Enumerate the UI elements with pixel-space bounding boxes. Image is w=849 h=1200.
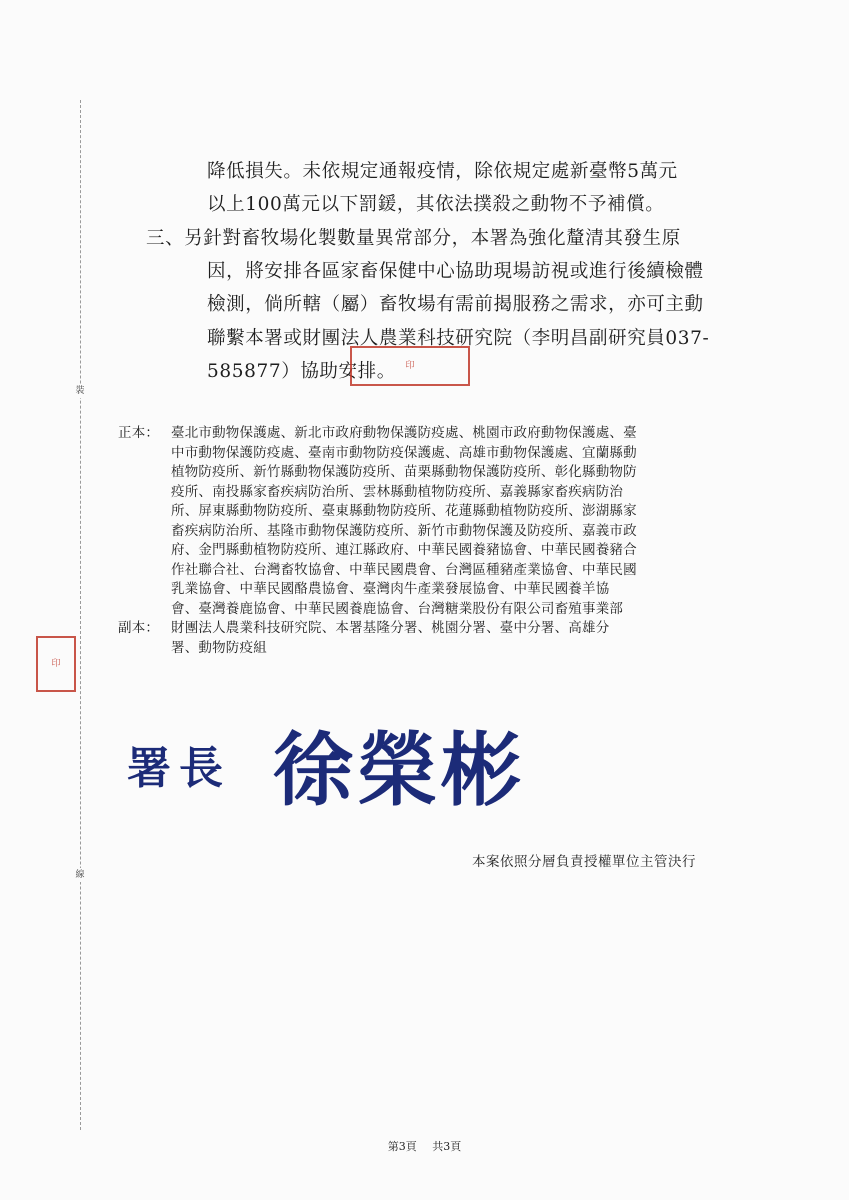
body-line: 檢測，倘所轄（屬）畜牧場有需前揭服務之需求，亦可主動 [207, 294, 704, 315]
recipient-line: 府、金門縣動植物防疫所、連江縣政府、中華民國養豬協會、中華民國養豬合 [171, 542, 637, 558]
page-total: 共3頁 [432, 1140, 462, 1153]
recipient-line: 畜疾病防治所、基隆市動物保護防疫所、新竹市動物保護及防疫所、嘉義市政 [171, 522, 637, 539]
recipient-line: 植物防疫所、新竹縣動物保護防疫所、苗栗縣動物保護防疫所、彰化縣動物防 [171, 464, 637, 480]
seal-stamp: 印 [350, 346, 470, 386]
page-current: 第3頁 [387, 1140, 417, 1153]
authorization-note: 本案依照分層負責授權單位主管決行 [472, 854, 696, 870]
signature-block [127, 700, 547, 817]
recipient-line: 會、臺灣養鹿協會、中華民國養鹿協會、台灣糖業股份有限公司畜殖事業部 [171, 600, 624, 617]
body-line: 聯繫本署或財團法人農業科技研究院（李明昌副研究員037- [207, 328, 710, 349]
main-recipients-label: 正本： [118, 425, 160, 441]
body-line: 三、另針對畜牧場化製數量異常部分，本署為強化釐清其發生原 [146, 228, 681, 249]
binding-label-bottom: 線 [73, 868, 87, 882]
recipient-line: 作社聯合社、台灣畜牧協會、中華民國農會、台灣區種豬產業協會、中華民國 [171, 561, 637, 578]
recipient-line: 疫所、南投縣家畜疾病防治所、雲林縣動植物防疫所、嘉義縣家畜疾病防治 [171, 483, 624, 500]
page-number [0, 1138, 849, 1154]
recipient-line: 臺北市動物保護處、新北市政府動物保護防疫處、桃園市政府動物保護處、臺 [171, 425, 637, 441]
body-line: 以上100萬元以下罰鍰，其依法撲殺之動物不予補償。 [207, 194, 665, 215]
body-line: 585877）協助安排。 [207, 361, 396, 382]
recipient-line: 所、屏東縣動物防疫所、臺東縣動物防疫所、花蓮縣動植物防疫所、澎湖縣家 [171, 503, 637, 519]
binding-label-top: 裝 [73, 384, 87, 398]
copy-recipient-line: 財團法人農業科技研究院、本署基隆分署、桃園分署、臺中分署、高雄分 [171, 620, 610, 636]
seal-stamp-margin: 印 [36, 636, 76, 692]
body-line: 因，將安排各區家畜保健中心協助現場訪視或進行後續檢體 [207, 261, 704, 282]
signature-title: 署長 [127, 743, 231, 794]
body-line: 降低損失。未依規定通報疫情，除依規定處新臺幣5萬元 [207, 161, 678, 182]
binding-line [80, 100, 81, 1130]
copy-recipient-line: 署、動物防疫組 [171, 639, 267, 656]
recipient-line: 中市動物保護防疫處、臺南市動物防疫保護處、高雄市動物保護處、宜蘭縣動 [171, 444, 637, 461]
signature-name: 徐榮彬 [273, 723, 525, 817]
recipient-line: 乳業協會、中華民國酪農協會、臺灣肉牛產業發展協會、中華民國養羊協 [171, 581, 610, 597]
copy-recipients-label: 副本： [118, 620, 160, 636]
